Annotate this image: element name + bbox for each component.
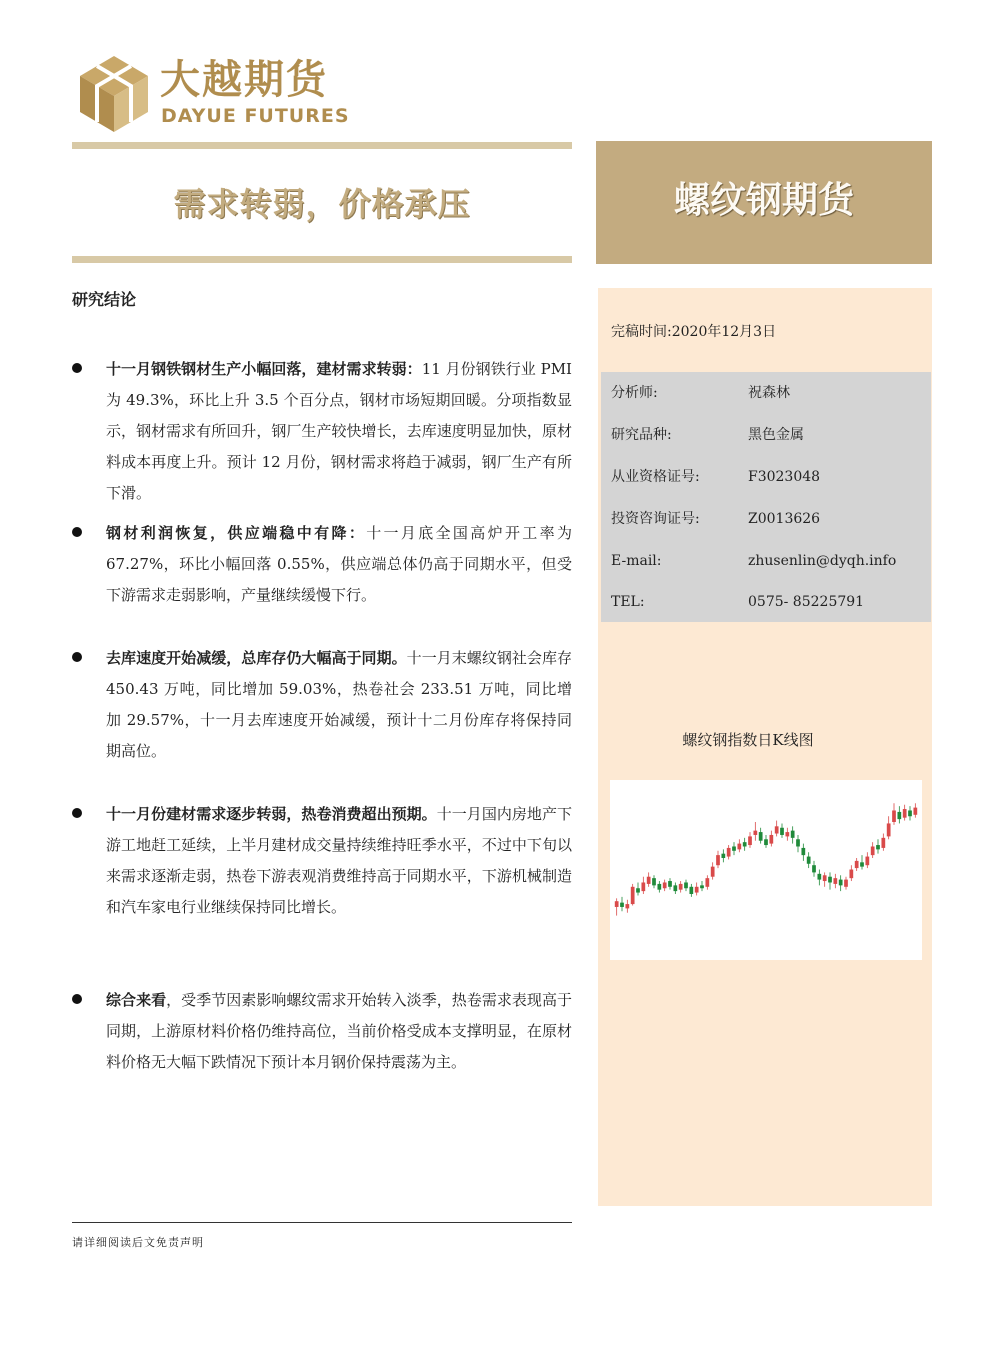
candle-body <box>743 842 747 846</box>
candle <box>652 875 656 888</box>
candle-body <box>684 882 688 888</box>
candle-body <box>913 808 917 815</box>
bullet-lead: 去库速度开始减缓，总库存仍大幅高于同期。 <box>106 649 407 667</box>
candle-body <box>711 867 715 877</box>
candle-body <box>887 823 891 836</box>
candle <box>727 845 731 859</box>
analyst-info-table <box>601 372 931 622</box>
candle <box>721 849 725 862</box>
info-value: F3023048 <box>748 469 821 485</box>
candle <box>817 870 821 886</box>
bullet-icon <box>72 994 82 1004</box>
bullet-text <box>106 518 572 611</box>
candle-body <box>903 809 907 818</box>
candle <box>913 803 917 817</box>
candle <box>871 842 875 858</box>
candle-body <box>673 885 677 891</box>
info-value: 祝森林 <box>748 385 790 401</box>
candle <box>897 806 901 823</box>
candle <box>828 872 832 889</box>
candle <box>679 881 683 893</box>
candle <box>823 872 827 886</box>
candle <box>615 898 619 915</box>
candle-body <box>908 810 912 816</box>
info-value: 0575- 85225791 <box>748 594 865 610</box>
candle <box>625 900 629 913</box>
candle-body <box>631 887 635 904</box>
disclaimer-note: 请详细阅读后文免责声明 <box>72 1236 204 1249</box>
candle-body <box>871 846 875 855</box>
candle-body <box>892 810 896 822</box>
brand-name-cn: 大越期货 <box>160 57 328 103</box>
candle-body <box>737 844 741 850</box>
bullet-icon <box>72 527 82 537</box>
bullet-lead: 十一月钢铁钢材生产小幅回落，建材需求转弱： <box>106 360 422 378</box>
info-row-consulting <box>611 509 921 529</box>
report-headline: 需求转弱，价格承压 <box>173 185 471 223</box>
footer-rule <box>72 1222 572 1223</box>
info-row-qualification <box>611 467 921 487</box>
candle <box>865 852 869 868</box>
candle-body <box>823 875 827 881</box>
bullet-lead: 钢材利润恢复，供应端稳中有降： <box>106 524 367 542</box>
logo-icon <box>78 54 150 134</box>
candle <box>903 805 907 821</box>
candle-body <box>668 881 672 887</box>
bullet-body: ，受季节因素影响螺纹需求开始转入淡季，热卷需求表现高于同期，上游原材料价格仍维持高位，当前价格受成本支撑明显，在原材料价格无大幅下跌情况下预计本月钢价保持震荡为主。 <box>106 991 572 1071</box>
bullet-icon <box>72 652 82 662</box>
candle-body <box>759 832 763 841</box>
candle-body <box>732 846 736 850</box>
candle <box>732 842 736 855</box>
info-label: 从业资格证号: <box>611 469 700 485</box>
candle-body <box>833 878 837 884</box>
candle <box>716 851 720 868</box>
bullet-icon <box>72 808 82 818</box>
candle <box>684 880 688 892</box>
bullet-text <box>106 354 572 509</box>
candle <box>641 877 645 894</box>
candle-body <box>849 870 853 879</box>
candle-body <box>721 854 725 858</box>
candle-body <box>828 877 832 883</box>
candle-body <box>812 865 816 872</box>
candle <box>881 834 885 851</box>
candle <box>833 874 837 888</box>
report-category: 螺纹钢期货 <box>673 180 854 221</box>
bullet-body: 十一月末螺纹钢社会库存 450.43 万吨，同比增加 59.03%，热卷社会 233.51 万吨，同比增加 29.57%，十一月去库速度开始减缓，预计十二月份库存将保持同期高位。 <box>106 649 572 760</box>
candle-body <box>865 857 869 866</box>
candle-body <box>791 831 795 838</box>
candle-body <box>753 831 757 835</box>
candle <box>780 823 784 837</box>
info-value: 黑色金属 <box>748 427 804 443</box>
candle-body <box>716 855 720 865</box>
candle-body <box>785 832 789 836</box>
candle <box>807 852 811 868</box>
info-label: 投资咨询证号: <box>611 511 700 527</box>
candle-body <box>620 903 624 907</box>
bullet-text <box>106 643 572 767</box>
candle <box>796 835 800 852</box>
candle <box>695 882 699 895</box>
info-row-email <box>611 551 921 571</box>
candle <box>855 858 859 871</box>
title-bottom-rule <box>72 256 572 263</box>
candle-body <box>727 848 731 857</box>
candle <box>663 880 667 892</box>
candle <box>737 839 741 852</box>
candle-body <box>855 861 859 868</box>
kline-chart-svg <box>610 780 922 960</box>
candle <box>860 855 864 869</box>
candle <box>839 875 843 891</box>
candle <box>764 835 768 848</box>
candle <box>844 877 848 890</box>
info-label: 分析师: <box>611 385 658 401</box>
brand-name-en: DAYUE FUTURES <box>161 105 350 127</box>
candle <box>705 875 709 889</box>
candle-body <box>700 885 704 888</box>
section-heading: 研究结论 <box>72 290 137 309</box>
candle <box>711 862 715 879</box>
candle <box>876 839 880 853</box>
candle <box>775 821 779 837</box>
candle <box>668 878 672 890</box>
candle-body <box>652 878 656 885</box>
chart-title: 螺纹钢指数日K线图 <box>682 731 814 749</box>
info-value: Z0013626 <box>748 511 821 527</box>
candle-body <box>625 904 629 908</box>
info-label: E-mail: <box>611 553 662 569</box>
candle-body <box>780 828 784 835</box>
candle <box>748 832 752 848</box>
candle-body <box>679 884 683 890</box>
candle-body <box>769 835 773 844</box>
candle <box>636 882 640 895</box>
candle-body <box>615 901 619 907</box>
candle <box>743 838 747 851</box>
candle-body <box>695 887 699 893</box>
candle <box>791 826 795 843</box>
candle <box>657 881 661 893</box>
candle <box>785 828 789 841</box>
candle <box>647 872 651 886</box>
candle-body <box>748 836 752 845</box>
draft-date: 完稿时间:2020年12月3日 <box>611 324 777 340</box>
candle-body <box>817 874 821 880</box>
candle <box>620 897 624 911</box>
bullet-lead: 十一月份建材需求逐步转弱，热卷消费超出预期。 <box>106 805 437 823</box>
bullet-body: 十一月底全国高炉开工率为 67.27%，环比小幅回落 0.55%，供应端总体仍高于同期水平，但受下游需求走弱影响，产量继续缓慢下行。 <box>106 524 572 604</box>
candle-body <box>705 878 709 887</box>
candle-body <box>689 887 693 894</box>
bullet-icon <box>72 363 82 373</box>
candle-body <box>657 884 661 890</box>
candle-body <box>775 826 779 833</box>
candle <box>812 861 816 877</box>
candle-body <box>881 838 885 848</box>
bullet-body: 十一月国内房地产下游工地赶工延续，上半月建材成交量持续维持旺季水平，不过中下旬以来需求逐渐走弱，热卷下游表观消费维持高于同期水平，下游机械制造和汽车家电行业继续保持同比增长。 <box>106 805 572 916</box>
candle-body <box>641 882 645 891</box>
bullet-body: 11 月份钢铁行业 PMI 为 49.3%，环比上升 3.5 个百分点，钢材市场短期回暖。分项指数显示，钢材需求有所回升，钢厂生产较快增长，去库速度明显加快，原材料成本再度上升。预计 12 月份，钢材需求将趋于减弱，钢厂生产有所下滑。 <box>106 360 572 502</box>
candle <box>759 828 763 844</box>
info-row-analyst <box>611 383 921 403</box>
candle <box>631 884 635 906</box>
candle <box>892 803 896 825</box>
title-top-rule <box>72 142 572 149</box>
candle-body <box>844 880 848 887</box>
candle-body <box>801 848 805 855</box>
info-row-tel <box>611 592 921 612</box>
bullet-text <box>106 799 572 923</box>
candle-body <box>764 839 768 845</box>
bullet-text <box>106 985 572 1078</box>
candle-body <box>860 862 864 866</box>
candle <box>753 822 757 841</box>
candle <box>700 881 704 891</box>
info-label: TEL: <box>611 594 645 610</box>
candle <box>908 806 912 820</box>
info-label: 研究品种: <box>611 427 672 443</box>
candle <box>887 816 891 839</box>
candle-body <box>876 845 880 849</box>
candle <box>769 831 773 847</box>
candle-body <box>807 857 811 864</box>
candle-body <box>647 877 651 884</box>
candle-body <box>897 812 901 819</box>
bullet-lead: 综合来看 <box>106 991 167 1009</box>
info-row-variety <box>611 425 921 445</box>
candle <box>801 844 805 861</box>
candle-body <box>839 880 843 886</box>
kline-chart <box>610 780 922 960</box>
candle-body <box>796 839 800 846</box>
candle <box>849 865 853 881</box>
candle <box>673 882 677 894</box>
candle-body <box>663 882 667 888</box>
candle <box>689 884 693 897</box>
email-link[interactable]: zhusenlin@dyqh.info <box>748 553 897 569</box>
candle-body <box>636 888 640 892</box>
